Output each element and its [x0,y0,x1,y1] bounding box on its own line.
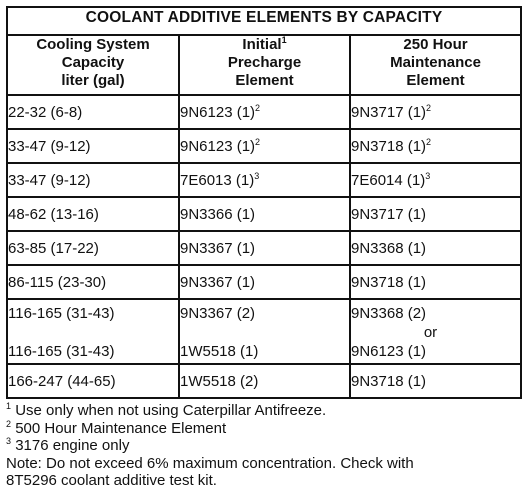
initial-element-cell [179,231,350,265]
part-number: 9N3367 (1) [180,239,256,257]
header-line: Element [406,72,465,89]
part-number: 9N3367 (1) [180,273,256,291]
initial-element-cell [179,299,350,364]
capacity-cell: 63-85 (17-22) [7,231,179,265]
initial-element-cell [179,163,350,197]
footnote-text: 500 Hour Maintenance Element [15,419,227,437]
table-row [7,364,521,398]
part-number: 9N3717 (1) [351,103,427,121]
table-row [7,231,521,265]
maintenance-element-cell [350,265,521,299]
table-row [7,197,521,231]
header-line: Element [235,72,294,89]
footnote [6,402,520,420]
part-number: 9N3718 (1) [351,273,427,291]
maintenance-element-cell [350,163,521,197]
part-number: 7E6014 (1) [351,171,426,189]
footnote-marker: 3 [425,170,431,181]
header-line: Capacity [61,54,125,71]
footnote-marker: 2 [426,102,432,113]
table-row [7,129,521,163]
coolant-additive-document [6,6,524,490]
footnote-text: Use only when not using Caterpillar Antifreeze. [15,402,327,419]
footnote-text: 3176 engine only [15,437,130,454]
capacity-cell: 22-32 (6-8) [7,95,179,129]
footnote-marker: 2 [255,136,261,147]
initial-element-cell: 1W5518 (2) [179,364,350,398]
initial-element-cell [179,95,350,129]
header-line: Maintenance [390,54,481,71]
capacity-cell: 33-47 (9-12) [7,129,179,163]
concentration-note-line-2: 8T5296 coolant additive test kit. [6,472,217,489]
footnote-marker: 3 [254,170,260,181]
coolant-additive-table [6,6,522,399]
part-number: 9N3366 (1) [180,205,256,223]
footnote [6,437,520,455]
maintenance-element-cell [350,299,521,364]
footnote-marker: 3 [6,436,12,446]
initial-element-cell [179,265,350,299]
header-maintenance [350,35,521,95]
part-number: 9N6123 (1) [180,103,256,121]
capacity-cell: 33-47 (9-12) [7,163,179,197]
header-line: Initial [242,36,282,53]
initial-element-cell [179,197,350,231]
initial-element-cell [179,129,350,163]
header-line: Cooling System [36,36,150,53]
maintenance-element-cell: 9N3718 (1) [350,364,521,398]
footnote-marker: 2 [426,136,432,147]
part-number: 9N6123 (1) [180,137,256,155]
table-row-multi [7,299,521,364]
part-number: 7E6013 (1) [180,171,255,189]
maintenance-element-cell [350,129,521,163]
part-number: 9N3368 (1) [351,239,427,257]
footnote-marker: 1 [281,35,287,45]
header-line: 250 Hour [403,36,468,53]
header-capacity [7,35,179,95]
footnote-marker: 2 [255,102,261,113]
header-line: liter (gal) [61,72,125,89]
footnotes [6,402,520,490]
or-label: or [423,324,438,341]
table-row [7,95,521,129]
part-number: 9N6123 (1) [351,343,427,360]
capacity-cell: 166-247 (44-65) [7,364,179,398]
part-number: 9N3717 (1) [351,205,427,223]
capacity-cell: 48-62 (13-16) [7,197,179,231]
header-line: Precharge [227,54,302,71]
maintenance-element-cell [350,231,521,265]
capacity-cell [7,299,179,364]
maintenance-element-cell [350,95,521,129]
table-title: COOLANT ADDITIVE ELEMENTS BY CAPACITY [7,7,521,35]
capacity-line: 116-165 (31-43) [8,343,115,360]
part-number: 1W5518 (1) [180,343,259,360]
footnote-marker: 2 [6,418,12,429]
part-number: 9N3367 (2) [180,305,256,322]
capacity-line: 116-165 (31-43) [8,305,115,322]
header-row [7,35,521,95]
part-number: 9N3368 (2) [351,305,427,322]
concentration-note: Note: Do not exceed 6% maximum concentration. Check with [6,454,414,472]
part-number: 9N3718 (1) [351,137,427,155]
table-row [7,265,521,299]
maintenance-element-cell [350,197,521,231]
header-initial [179,35,350,95]
table-row [7,163,521,197]
capacity-cell: 86-115 (23-30) [7,265,179,299]
footnote-marker: 1 [6,401,12,411]
footnote [6,420,520,438]
